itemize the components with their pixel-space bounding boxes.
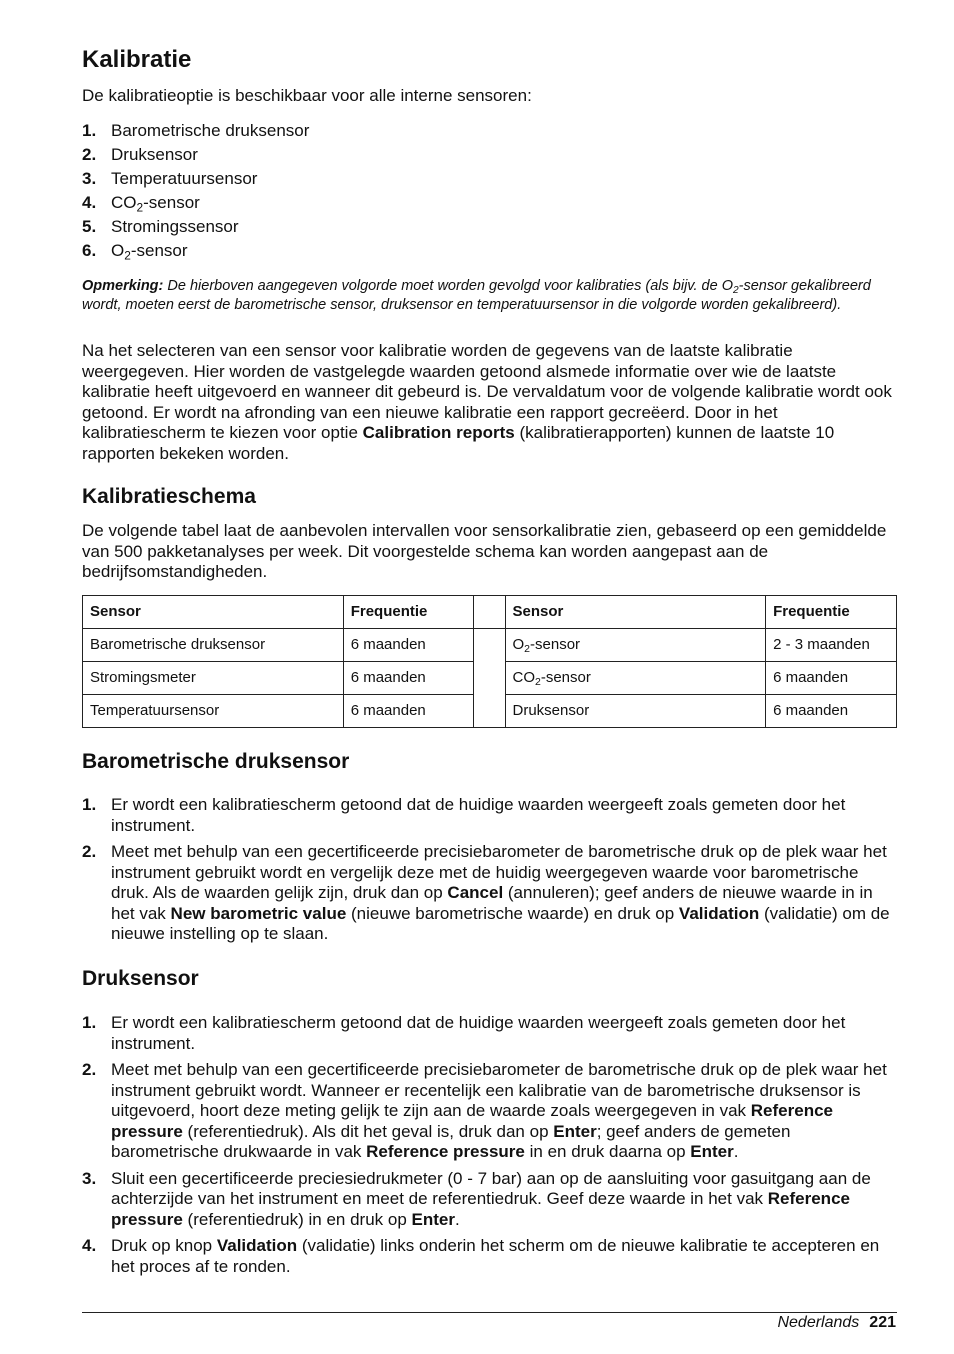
list-item: 4. Druk op knop Validation (validatie) links onderin het scherm om de nieuwe kalibratie te accepteren en het proces af te ronden.	[82, 1236, 880, 1276]
table-cell: 6 maanden	[343, 695, 473, 728]
table-cell: 6 maanden	[766, 695, 897, 728]
list-item: 1. Er wordt een kalibratiescherm getoond dat de huidige waarden weergeeft zoals gemeten door het instrument.	[82, 1013, 846, 1053]
list-item: 1. Er wordt een kalibratiescherm getoond dat de huidige waarden weergeeft zoals gemeten door het instrument.	[82, 795, 846, 835]
footer-language: Nederlands	[777, 1314, 860, 1331]
druk-steps	[82, 1013, 897, 1283]
table-cell: 6 maanden	[343, 662, 473, 695]
list-item: 6. $O_2$-sensor	[82, 241, 188, 263]
table-header: Frequentie	[343, 596, 473, 629]
table-cell: 2 - 3 maanden	[766, 629, 897, 662]
list-item: 3. Sluit een gecertificeerde preciesiedrukmeter (0 - 7 bar) aan op de aansluiting voor gasuitgang aan de achterzijde van het instrument en meet de referentiedruk. Geef deze waarde in het vak Reference pressure (referentiedruk) in en druk op Enter.	[82, 1168, 871, 1229]
table-header: Sensor	[83, 596, 344, 629]
intro-text: De kalibratieoptie is beschikbaar voor alle interne sensoren:	[82, 86, 532, 105]
list-item: 5. Stromingssensor	[82, 217, 239, 236]
baro-steps	[82, 795, 897, 951]
table-header: Frequentie	[766, 596, 897, 629]
calibration-paragraph: Na het selecteren van een sensor voor kalibratie worden de gegevens van de laatste kalibratie weergegeven. Hier worden de vastgelegde waarden getoond alsmede informatie over wie de laatste kalibratie heeft uitgevoerd en wanneer dit gebeurd is. De vervaldatum voor de volgende kalibratie wordt ook getoond. Er wordt na afronding van een nieuwe kalibratie een rapport gecreëerd. Door in het kalibratiescherm te kiezen voor optie Calibration reports (kalibratierapporten) kunnen de laatste 10 rapporten bekeken worden.	[82, 341, 892, 463]
list-item: 3. Temperatuursensor	[82, 169, 258, 188]
table-cell: 6 maanden	[766, 662, 897, 695]
list-item: 4. $CO_2$-sensor	[82, 193, 200, 215]
table-row	[83, 629, 897, 662]
list-item: 2. Meet met behulp van een gecertificeerde precisiebarometer de barometrische druk op de plek waar het instrument gebruikt wordt. Wanneer er recentelijk een kalibratie van de barometrische druksensor is uitgevoerd, hoort deze meting gelijk te zijn aan de waarde zoals weergegeven in vak Reference pressure (referentiedruk). Als dit het geval is, druk dan op Enter; geef anders de gemeten barometrische drukwaarde in vak Reference pressure in en druk daarna op Enter.	[82, 1060, 887, 1161]
list-item: 2. Meet met behulp van een gecertificeerde precisiebarometer de barometrische druk op de plek waar het instrument gebruikt wordt en vergelijk deze met de huidig weergegeven waarde voor barometrische druk. Als de waarden gelijk zijn, druk dan op Cancel (annuleren); geef anders de nieuwe waarde in in het vak New barometric value (nieuwe barometrische waarde) en druk op Validation (validatie) om de nieuwe instelling op te slaan.	[82, 842, 890, 943]
schema-text: De volgende tabel laat de aanbevolen intervallen voor sensorkalibratie zien, gebaseerd op een gemiddelde van 500 pakketanalyses per week. Dit voorgestelde schema kan worden aangepast aan de bedrijfsomstandigheden.	[82, 521, 887, 581]
page-number: 221	[869, 1314, 896, 1331]
druk-heading: Druksensor	[82, 967, 199, 990]
list-item: 1. Barometrische druksensor	[82, 121, 310, 140]
list-item: 2. Druksensor	[82, 145, 198, 164]
table-cell: 6 maanden	[343, 629, 473, 662]
table-cell: $O_2$-sensor	[505, 629, 766, 662]
calibration-table	[82, 595, 897, 728]
baro-heading: Barometrische druksensor	[82, 750, 350, 773]
table-header: Sensor	[505, 596, 766, 629]
note-label: Opmerking:	[82, 278, 164, 294]
note-text: Opmerking: De hierboven aangegeven volgorde moet worden gevolgd voor kalibraties (als bijv. de $O_2$-sensor gekalibreerd wordt, moeten eerst de barometrische sensor, druksensor en temperatuursensor in die volgorde worden gekalibreerd).	[82, 278, 871, 313]
table-cell: Barometrische druksensor	[83, 629, 344, 662]
footer-divider	[82, 1312, 897, 1313]
sensor-list	[82, 121, 897, 265]
table-cell: Temperatuursensor	[83, 695, 344, 728]
table-cell: Stromingsmeter	[83, 662, 344, 695]
table-cell: Druksensor	[505, 695, 766, 728]
page-title: Kalibratie	[82, 46, 192, 73]
page-footer	[777, 1313, 896, 1333]
schema-heading: Kalibratieschema	[82, 485, 256, 508]
table-cell: $CO_2$-sensor	[505, 662, 766, 695]
table-header-row	[83, 596, 897, 629]
